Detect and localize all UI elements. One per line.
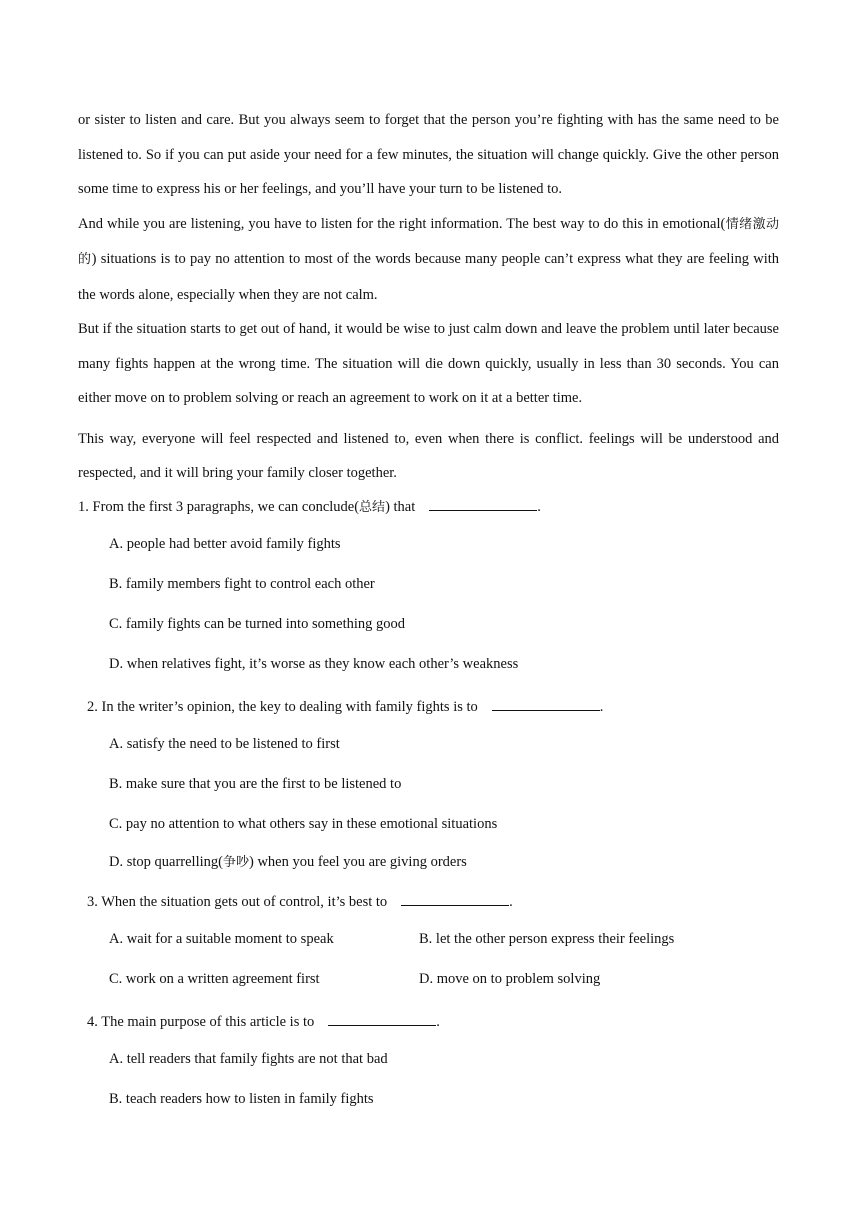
answer-blank-1[interactable]: [429, 496, 537, 511]
question-2-end: .: [599, 699, 604, 715]
question-1-stem-text-a: 1. From the first 3 paragraphs, we can conclude(: [78, 499, 360, 515]
question-4-end: .: [436, 1014, 440, 1030]
question-3-option-a[interactable]: A. wait for a suitable moment to speak: [109, 931, 334, 947]
question-1-chinese-gloss: 总结: [359, 500, 386, 515]
question-1-stem: [78, 496, 541, 516]
question-2-option-d-text-b: ) when you feel you are giving orders: [248, 854, 467, 870]
paragraph-2-text-a: And while you are listening, you have to listen for the right information. The best way to do this in emotional(: [78, 215, 726, 232]
question-1-stem-text-b: ) that: [385, 499, 416, 515]
paragraph-3: But if the situation starts to get out of hand, it would be wise to just calm down and leave the problem until later because many fights happen at the wrong time. The situation will die down quickly, usually in less than 30 seconds. You can either move on to problem solving or reach an agreement to work on it at a better time.: [78, 321, 779, 406]
paragraph-2-text-b: ) situations is to pay no attention to most of the words because many people can’t express what they are feeling with the words alone, especially when they are not calm.: [78, 251, 779, 303]
question-2-stem: [87, 696, 603, 716]
passage: [78, 103, 779, 497]
question-2-stem-text: 2. In the writer’s opinion, the key to dealing with family fights is to: [87, 699, 478, 715]
question-1-option-b[interactable]: B. family members fight to control each other: [109, 576, 375, 592]
question-1-option-c[interactable]: C. family fights can be turned into something good: [109, 616, 405, 632]
question-4-option-a[interactable]: A. tell readers that family fights are not that bad: [109, 1051, 388, 1067]
question-2-option-d-text-a: D. stop quarrelling(: [109, 854, 223, 870]
question-1-end: .: [537, 499, 541, 515]
answer-blank-4[interactable]: [328, 1011, 436, 1026]
question-3-end: .: [509, 894, 513, 910]
question-2-option-c[interactable]: C. pay no attention to what others say in these emotional situations: [109, 816, 498, 832]
question-3-option-c[interactable]: C. work on a written agreement first: [109, 971, 320, 987]
paragraph-2: [78, 207, 779, 313]
question-2-option-d[interactable]: [109, 851, 467, 871]
question-2-option-b[interactable]: B. make sure that you are the first to be listened to: [109, 776, 402, 792]
question-4-option-b[interactable]: B. teach readers how to listen in family fights: [109, 1091, 374, 1107]
question-2-option-a[interactable]: A. satisfy the need to be listened to first: [109, 736, 340, 752]
paragraph-2-chinese-gloss: 情绪激动的: [78, 216, 779, 267]
answer-blank-3[interactable]: [401, 891, 509, 906]
question-3-option-b[interactable]: B. let the other person express their feelings: [419, 931, 675, 947]
question-4-stem: [87, 1011, 440, 1031]
question-3-stem: [87, 891, 513, 911]
question-1-option-a[interactable]: A. people had better avoid family fights: [109, 536, 341, 552]
question-2-option-d-chinese-gloss: 争吵: [222, 855, 249, 870]
question-1-option-d[interactable]: D. when relatives fight, it’s worse as they know each other’s weakness: [109, 656, 519, 672]
question-4-stem-text: 4. The main purpose of this article is to: [87, 1014, 315, 1030]
answer-blank-2[interactable]: [492, 696, 600, 711]
paragraph-1: or sister to listen and care. But you always seem to forget that the person you’re fighting with has the same need to be listened to. So if you can put aside your need for a few minutes, the situation will change quickly. Give the other person some time to express his or her feelings, and you’ll have your turn to be listened to.: [78, 112, 779, 197]
paragraph-4: This way, everyone will feel respected and listened to, even when there is conflict. feelings will be understood and respected, and it will bring your family closer together.: [78, 430, 779, 481]
question-3-stem-text: 3. When the situation gets out of control, it’s best to: [87, 894, 388, 910]
question-3-option-d[interactable]: D. move on to problem solving: [419, 971, 601, 987]
